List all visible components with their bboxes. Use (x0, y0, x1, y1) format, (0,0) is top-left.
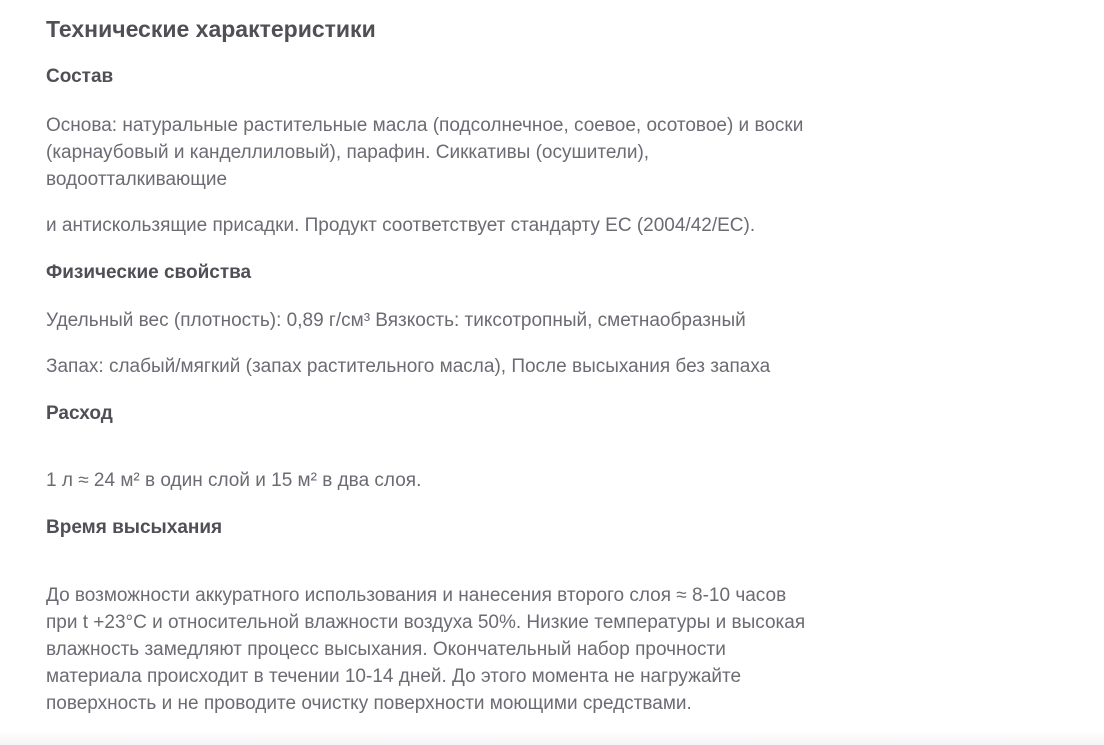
composition-line-1: Основа: натуральные растительные масла (подсолнечное, соевое, осотовое) и воски (46, 115, 804, 136)
composition-continuation: и антискользящие присадки. Продукт соответствует стандарту ЕС (2004/42/ЕС). (46, 215, 756, 236)
bottom-fade (0, 731, 1104, 745)
consumption-text: 1 л ≈ 24 м² в один слой и 15 м² в два слоя. (46, 470, 422, 491)
physical-density-viscosity: Удельный вес (плотность): 0,89 г/см³ Вязкость: тиксотропный, сметнаобразный (46, 310, 746, 331)
physical-smell: Запах: слабый/мягкий (запах растительного масла), После высыхания без запаха (46, 356, 771, 377)
composition-line-3: водоотталкивающие (46, 169, 228, 190)
drying-line-5: поверхность и не проводите очистку поверхности моющими средствами. (46, 693, 692, 714)
drying-line-2: при t +23°С и относительной влажности воздуха 50%. Низкие температуры и высокая (46, 612, 806, 633)
consumption-heading: Расход (46, 403, 113, 424)
drying-text (46, 582, 805, 717)
drying-line-1: До возможности аккуратного использования и нанесения второго слоя ≈ 8-10 часов (46, 585, 787, 606)
composition-line-2: (карнаубовый и канделлиловый), парафин. Сиккативы (осушители), (46, 142, 650, 163)
composition-heading: Состав (46, 66, 114, 87)
drying-heading: Время высыхания (46, 517, 223, 538)
section-title: Технические характеристики (46, 16, 376, 42)
composition-text (46, 112, 803, 193)
drying-line-4: материала происходит в течении 10-14 дней. До этого момента не нагружайте (46, 666, 742, 687)
drying-line-3: влажность замедляют процесс высыхания. Окончательный набор прочности (46, 639, 726, 660)
physical-heading: Физические свойства (46, 262, 252, 283)
